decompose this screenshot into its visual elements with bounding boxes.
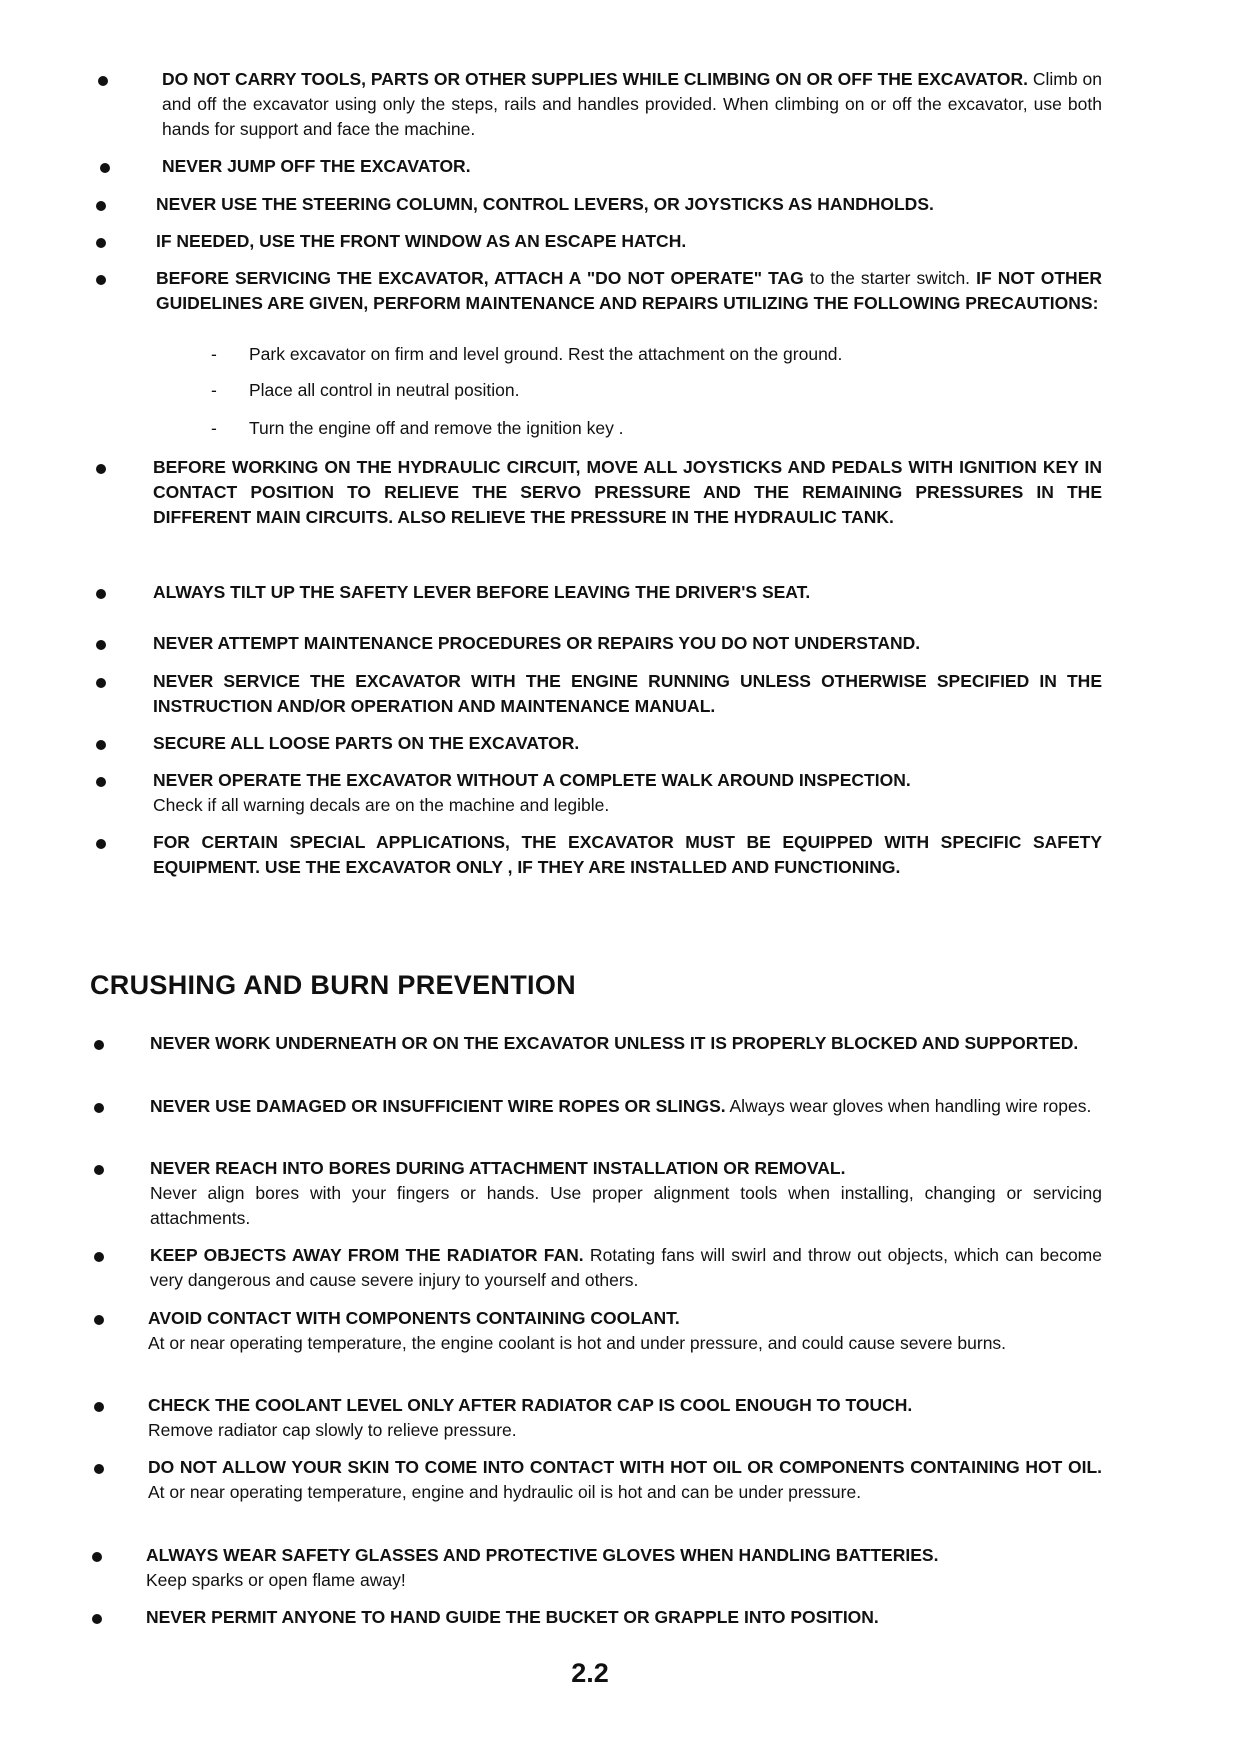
- item-bold-text: IF NEEDED, USE THE FRONT WINDOW AS AN ESCAPE HATCH.: [156, 231, 687, 251]
- item-text: [153, 768, 1102, 818]
- bullet-icon: [92, 1614, 102, 1624]
- item-bold-text: DO NOT ALLOW YOUR SKIN TO COME INTO CONTACT WITH HOT OIL OR COMPONENTS CONTAINING HOT OIL.: [148, 1457, 1102, 1477]
- item-bold-text: NEVER ATTEMPT MAINTENANCE PROCEDURES OR REPAIRS YOU DO NOT UNDERSTAND.: [153, 633, 921, 653]
- item-text: [156, 266, 1102, 316]
- bullet-icon: [98, 76, 108, 86]
- item-normal-text: Always wear gloves when handling wire ropes.: [725, 1096, 1092, 1116]
- item-text: [156, 229, 1102, 254]
- bullet-icon: [96, 839, 106, 849]
- item-text: [153, 669, 1102, 719]
- bullet-icon: [94, 1165, 104, 1175]
- item-text: [150, 1156, 1102, 1231]
- section-heading: CRUSHING AND BURN PREVENTION: [90, 970, 576, 1000]
- item-text: [153, 830, 1102, 880]
- item-bold-text: NEVER USE THE STEERING COLUMN, CONTROL LEVERS, OR JOYSTICKS AS HANDHOLDS.: [156, 194, 934, 214]
- item-text: [162, 67, 1102, 142]
- item-text: [148, 1306, 1102, 1356]
- item-bold-text: NEVER JUMP OFF THE EXCAVATOR.: [162, 156, 471, 176]
- item-text: [153, 731, 1102, 756]
- bullet-icon: [96, 678, 106, 688]
- item-text: [162, 154, 1102, 179]
- item-bold-text: NEVER REACH INTO BORES DURING ATTACHMENT INSTALLATION OR REMOVAL.: [150, 1158, 846, 1178]
- item-bold-text: NEVER OPERATE THE EXCAVATOR WITHOUT A COMPLETE WALK AROUND INSPECTION.: [153, 770, 911, 790]
- item-normal-text: Keep sparks or open flame away!: [146, 1570, 406, 1590]
- item-text: [146, 1605, 1102, 1630]
- item-bold-text: DO NOT CARRY TOOLS, PARTS OR OTHER SUPPLIES WHILE CLIMBING ON OR OFF THE EXCAVATOR.: [162, 69, 1028, 89]
- item-bold-text: BEFORE SERVICING THE EXCAVATOR, ATTACH A "DO NOT OPERATE" TAG: [156, 268, 804, 288]
- bullet-icon: [92, 1552, 102, 1562]
- item-normal-text: Remove radiator cap slowly to relieve pressure.: [148, 1420, 517, 1440]
- item-text: [150, 1243, 1102, 1293]
- item-bold-text: FOR CERTAIN SPECIAL APPLICATIONS, THE EXCAVATOR MUST BE EQUIPPED WITH SPECIFIC SAFETY EQUIPMENT. USE THE EXCAVATOR ONLY , IF THEY ARE INSTALLED AND FUNCTIONING.: [153, 832, 1102, 877]
- bullet-icon: [96, 740, 106, 750]
- item-text: [153, 631, 1102, 656]
- item-bold-text: CHECK THE COOLANT LEVEL ONLY AFTER RADIATOR CAP IS COOL ENOUGH TO TOUCH.: [148, 1395, 913, 1415]
- bullet-icon: [96, 589, 106, 599]
- bullet-icon: [94, 1252, 104, 1262]
- sub-item-text: Place all control in neutral position.: [249, 380, 520, 400]
- item-normal-text: Check if all warning decals are on the machine and legible.: [153, 795, 610, 815]
- item-normal-text: to the starter switch.: [803, 268, 971, 288]
- sub-item-text: Park excavator on firm and level ground. Rest the attachment on the ground.: [249, 344, 843, 364]
- bullet-icon: [100, 163, 110, 173]
- item-bold-text: ALWAYS TILT UP THE SAFETY LEVER BEFORE LEAVING THE DRIVER'S SEAT.: [153, 582, 811, 602]
- bullet-icon: [96, 464, 106, 474]
- item-normal-text: At or near operating temperature, engine and hydraulic oil is hot and can be under pressure.: [148, 1482, 862, 1502]
- item-normal-text: Rotating fans will swirl and throw out objects, which can become very dangerous and cause severe injury to yourself and others.: [150, 1245, 1102, 1290]
- bullet-icon: [96, 777, 106, 787]
- item-bold-text: KEEP OBJECTS AWAY FROM THE RADIATOR FAN.: [150, 1245, 584, 1265]
- bullet-icon: [96, 238, 106, 248]
- item-bold-text: NEVER PERMIT ANYONE TO HAND GUIDE THE BUCKET OR GRAPPLE INTO POSITION.: [146, 1607, 879, 1627]
- bullet-icon: [94, 1315, 104, 1325]
- item-text: [150, 1031, 1102, 1056]
- item-text: [146, 1543, 1102, 1593]
- item-normal-text: At or near operating temperature, the engine coolant is hot and under pressure, and could cause severe burns.: [148, 1333, 1007, 1353]
- item-text: [153, 455, 1102, 530]
- item-text: [156, 192, 1102, 217]
- item-text: [148, 1393, 1102, 1443]
- item-bold-text: SECURE ALL LOOSE PARTS ON THE EXCAVATOR.: [153, 733, 580, 753]
- bullet-icon: [94, 1103, 104, 1113]
- dash-marker: -: [211, 380, 217, 400]
- item-text: [148, 1455, 1102, 1505]
- item-normal-text: Climb on and off the excavator using only the steps, rails and handles provided. When climbing on or off the excavator, use both hands for support and face the machine.: [162, 69, 1102, 139]
- bullet-icon: [94, 1040, 104, 1050]
- item-bold-text-2: IF NOT OTHER GUIDELINES ARE GIVEN, PERFORM MAINTENANCE AND REPAIRS UTILIZING THE FOLLOWING PRECAUTIONS:: [156, 268, 1103, 313]
- page-number: 2.2: [571, 1658, 609, 1688]
- sub-item-text: Turn the engine off and remove the ignition key .: [249, 418, 624, 438]
- item-bold-text: NEVER USE DAMAGED OR INSUFFICIENT WIRE ROPES OR SLINGS.: [150, 1096, 726, 1116]
- item-bold-text: AVOID CONTACT WITH COMPONENTS CONTAINING COOLANT.: [148, 1308, 680, 1328]
- item-normal-text: Never align bores with your fingers or hands. Use proper alignment tools when installing, changing or servicing attachments.: [150, 1183, 1102, 1228]
- item-text: [153, 580, 1102, 605]
- item-bold-text: ALWAYS WEAR SAFETY GLASSES AND PROTECTIVE GLOVES WHEN HANDLING BATTERIES.: [146, 1545, 939, 1565]
- bullet-icon: [94, 1464, 104, 1474]
- bullet-icon: [94, 1402, 104, 1412]
- bullet-icon: [96, 201, 106, 211]
- dash-marker: -: [211, 418, 217, 438]
- item-bold-text: NEVER WORK UNDERNEATH OR ON THE EXCAVATOR UNLESS IT IS PROPERLY BLOCKED AND SUPPORTED.: [150, 1033, 1079, 1053]
- item-bold-text: NEVER SERVICE THE EXCAVATOR WITH THE ENGINE RUNNING UNLESS OTHERWISE SPECIFIED IN THE INSTRUCTION AND/OR OPERATION AND MAINTENANCE MANUAL.: [153, 671, 1102, 716]
- bullet-icon: [96, 275, 106, 285]
- dash-marker: -: [211, 344, 217, 364]
- bullet-icon: [96, 640, 106, 650]
- item-bold-text: BEFORE WORKING ON THE HYDRAULIC CIRCUIT, MOVE ALL JOYSTICKS AND PEDALS WITH IGNITION KEY IN CONTACT POSITION TO RELIEVE THE SERVO PRESSURE AND THE REMAINING PRESSURES IN THE DIFFERENT MAIN CIRCUITS. ALSO RELIEVE THE PRESSURE IN THE HYDRAULIC TANK.: [153, 457, 1102, 527]
- item-text: [150, 1094, 1102, 1119]
